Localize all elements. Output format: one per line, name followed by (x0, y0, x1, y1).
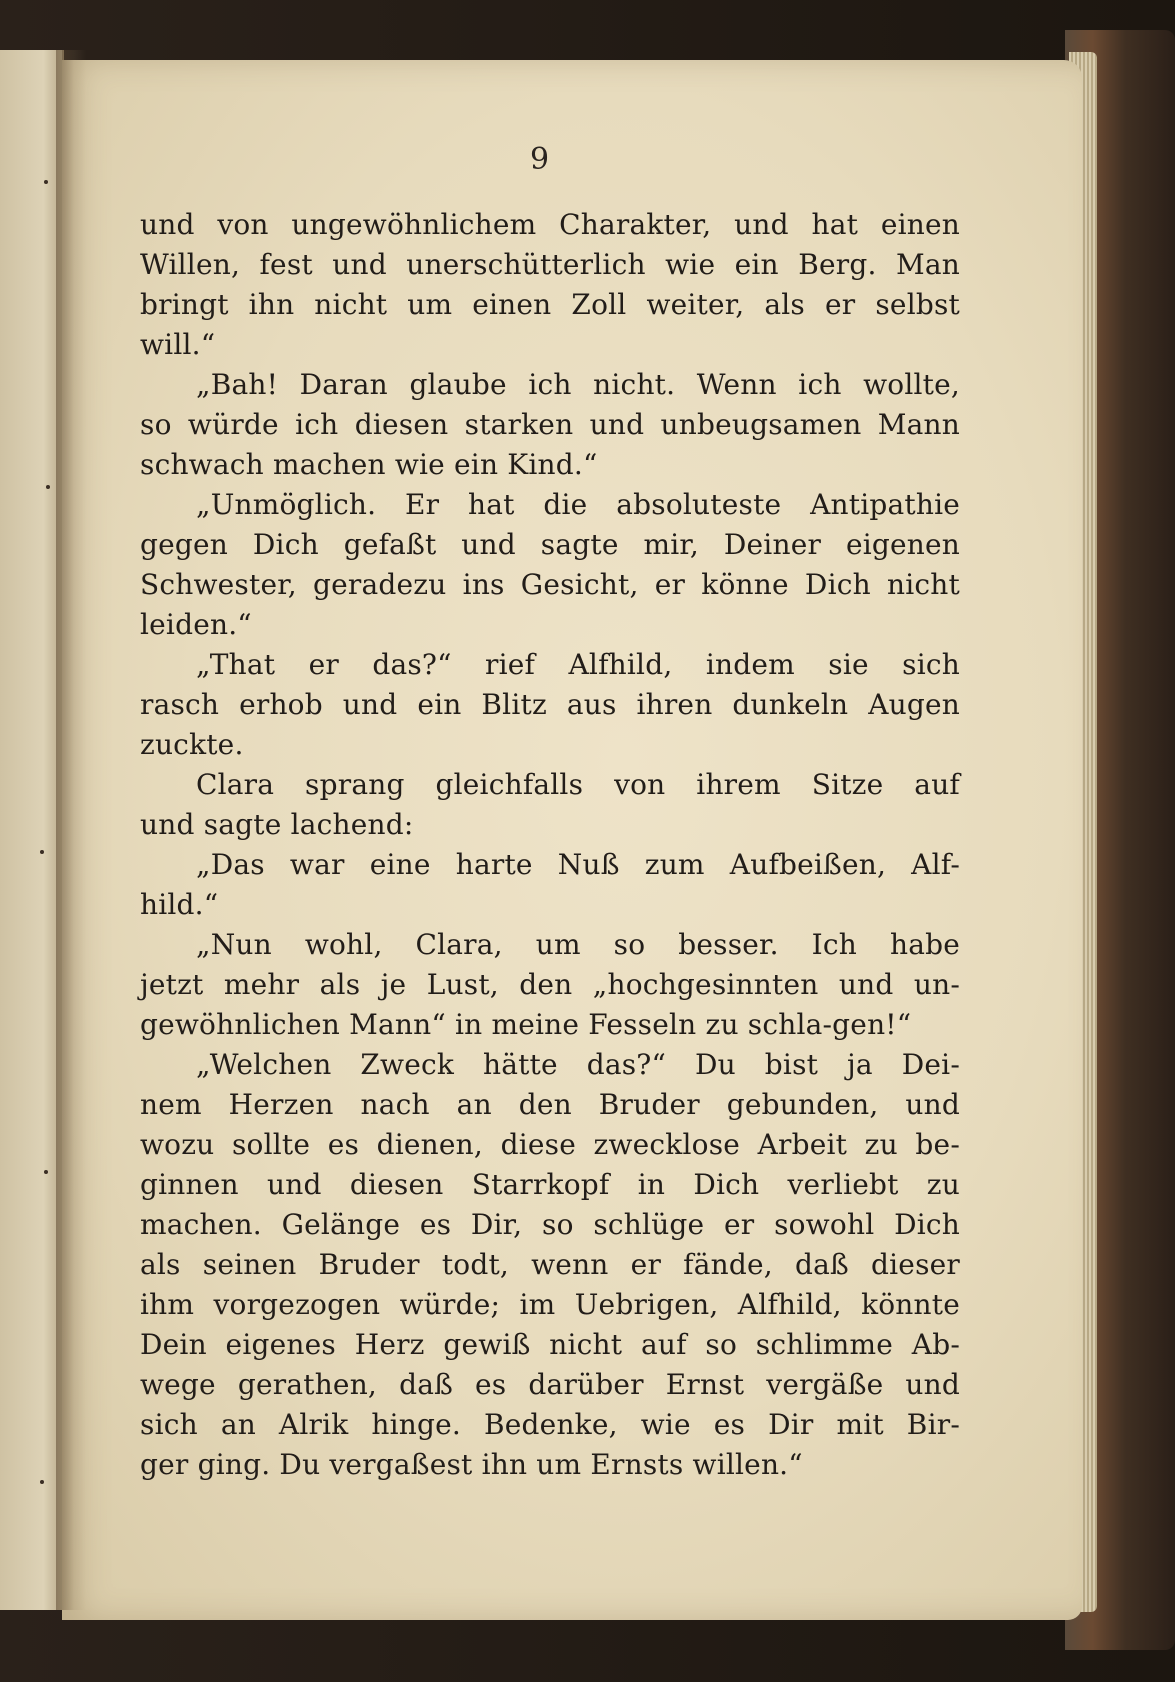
text-line: „That er das?“ rief Alfhild, indem sie sich (196, 648, 960, 681)
text-line: ger ging. Du vergaßest ihn um Ernsts willen.“ (140, 1448, 803, 1481)
text-line: wege gerathen, daß es darüber Ernst vergäße und (140, 1368, 960, 1401)
text-line: sich an Alrik hinge. Bedenke, wie es Dir mit Bir- (140, 1408, 960, 1441)
ink-speck (46, 485, 50, 489)
text-line: gewöhnlichen Mann“ in meine Fesseln zu schla-gen!“ (140, 1008, 912, 1041)
page-gutter-shadow (56, 50, 86, 1610)
text-line: „Unmöglich. Er hat die absoluteste Antipathie (196, 488, 960, 521)
text-line: ginnen und diesen Starrkopf in Dich verliebt zu (140, 1168, 960, 1201)
ink-speck (40, 850, 44, 854)
text-line: Schwester, geradezu ins Gesicht, er könne Dich nicht (140, 568, 960, 601)
text-line: hild.“ (140, 888, 219, 921)
text-line: Clara sprang gleichfalls von ihrem Sitze auf (196, 768, 960, 801)
text-line: und von ungewöhnlichem Charakter, und hat einen (140, 208, 960, 241)
text-line: bringt ihn nicht um einen Zoll weiter, als er selbst (140, 288, 960, 321)
text-line: jetzt mehr als je Lust, den „hochgesinnten und un- (140, 968, 960, 1001)
text-line: und sagte lachend: (140, 808, 414, 841)
ink-speck (40, 1480, 44, 1484)
text-line: wozu sollte es dienen, diese zwecklose Arbeit zu be- (140, 1128, 960, 1161)
text-line: als seinen Bruder todt, wenn er fände, daß dieser (140, 1248, 960, 1281)
text-line: nem Herzen nach an den Bruder gebunden, und (140, 1088, 960, 1121)
text-line: Willen, fest und unerschütterlich wie ein Berg. Man (140, 248, 960, 281)
text-line: rasch erhob und ein Blitz aus ihren dunkeln Augen (140, 688, 960, 721)
text-line: ihm vorgezogen würde; im Uebrigen, Alfhild, könnte (140, 1288, 960, 1321)
text-line: zuckte. (140, 728, 244, 761)
text-line: will.“ (140, 328, 216, 361)
text-line: „Welchen Zweck hätte das?“ Du bist ja Dei- (196, 1048, 960, 1081)
text-line: „Nun wohl, Clara, um so besser. Ich habe (196, 928, 960, 961)
ink-speck (44, 1170, 48, 1174)
text-line: „Das war eine harte Nuß zum Aufbeißen, Alf- (196, 848, 960, 881)
text-line: „Bah! Daran glaube ich nicht. Wenn ich wollte, (196, 368, 960, 401)
text-line: gegen Dich gefaßt und sagte mir, Deiner eigenen (140, 528, 960, 561)
text-line: so würde ich diesen starken und unbeugsamen Mann (140, 408, 960, 441)
text-line: machen. Gelänge es Dir, so schlüge er sowohl Dich (140, 1208, 960, 1241)
previous-page-edge (0, 50, 64, 1610)
page-number: 9 (530, 142, 550, 177)
ink-speck (44, 180, 48, 184)
page-body-text (140, 205, 960, 1485)
text-line: Dein eigenes Herz gewiß nicht auf so schlimme Ab- (140, 1328, 960, 1361)
text-line: schwach machen wie ein Kind.“ (140, 448, 598, 481)
text-line: leiden.“ (140, 608, 252, 641)
